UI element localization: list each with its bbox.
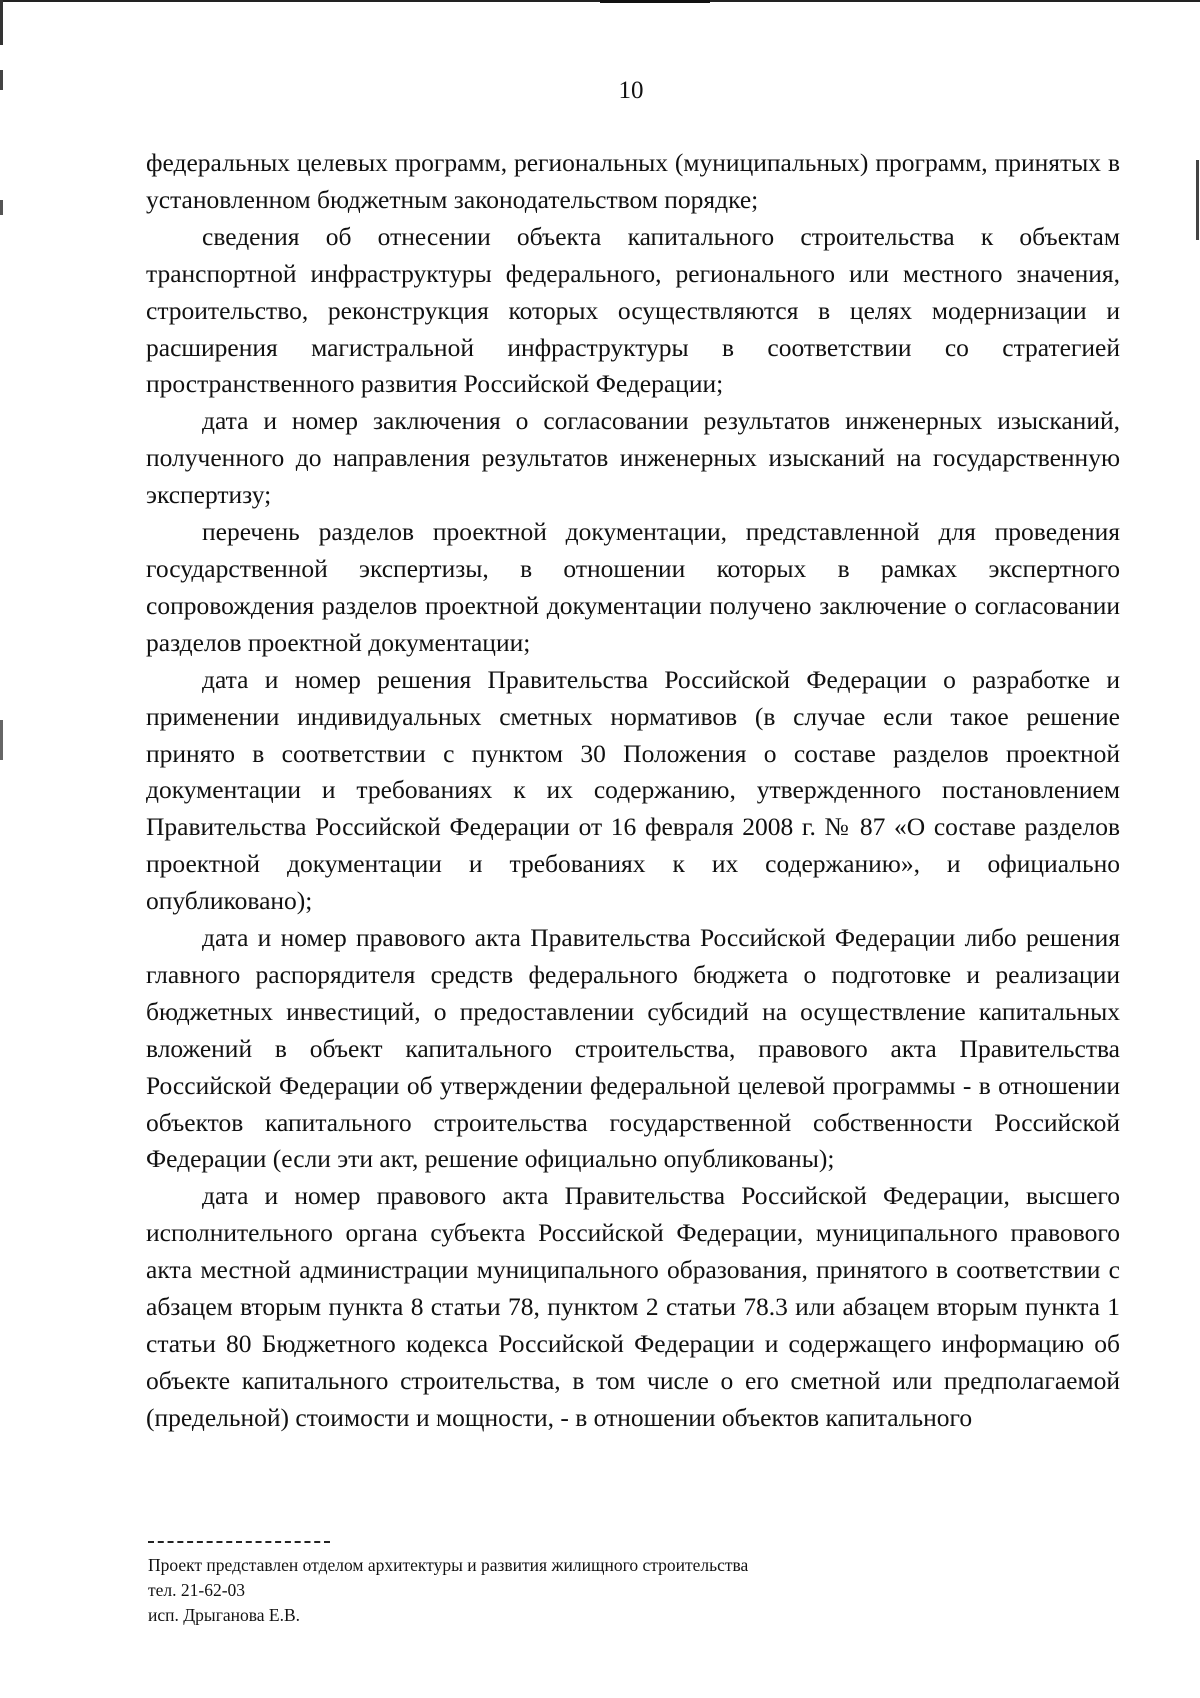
footnote-phone: тел. 21-62-03: [148, 1580, 246, 1600]
scan-edge-right: [1196, 160, 1199, 240]
scan-edge-notch: [600, 0, 710, 3]
footnote: [148, 1553, 1048, 1628]
paragraph-cost-norms: дата и номер решения Правительства Российской Федерации о разработке и применении индивидуальных сметных нормативов (в случае если такое решение принято в соответствии с пунктом 30 Положения о составе разделов проектной документации и требованиях к их содержанию, утвержденного постановлением Правительства Российской Федерации от 16 февраля 2008 г. № 87 «О составе разделов проектной документации и требованиях к их содержанию», и официально опубликовано);: [146, 664, 1120, 916]
paragraph-continuation: федеральных целевых программ, региональных (муниципальных) программ, принятых в установленном бюджетным законодательством порядке;: [146, 148, 1120, 214]
paragraph-federal-budget-act: дата и номер правового акта Правительства Российской Федерации либо решения главного распорядителя средств федерального бюджета о подготовке и реализации бюджетных инвестиций, о предоставлении субсидий на осуществление капитальных вложений в объект капитального строительства, правового акта Правительства Российской Федерации об утверждении федеральной целевой программы - в отношении объектов капитального строительства государственной собственности Российской Федерации (если эти акт, решение официально опубликованы);: [146, 923, 1120, 1174]
page-number: 10: [618, 77, 644, 104]
footnote-separator: [148, 1541, 330, 1543]
scan-edge-left: [0, 0, 3, 1698]
body-text: [146, 145, 1120, 1437]
footnote-department: Проект представлен отделом архитектуры и развития жилищного строительства: [148, 1555, 749, 1575]
paragraph-engineering-surveys: дата и номер заключения о согласовании результатов инженерных изысканий, полученного до направления результатов инженерных изысканий на государственную экспертизу;: [146, 406, 1120, 510]
paragraph-legal-act: дата и номер правового акта Правительства Российской Федерации, высшего исполнительного органа субъекта Российской Федерации, муниципального правового акта местной администрации муниципального образования, принятого в соответствии с абзацем вторым пункта 8 статьи 78, пунктом 2 статьи 78.3 или абзацем вторым пункта 1 статьи 80 Бюджетного кодекса Российской Федерации и содержащего информацию об объекте капитального строительства, в том числе о его сметной или предполагаемой (предельной) стоимости и мощности, - в отношении объектов капитального: [146, 1181, 1120, 1432]
paragraph-transport-infrastructure: сведения об отнесении объекта капитального строительства к объектам транспортной инфраструктуры федерального, регионального или местного значения, строительство, реконструкция которых осуществляются в целях модернизации и расширения магистральной инфраструктуры в соответствии со стратегией пространственного развития Российской Федерации;: [146, 221, 1120, 399]
paragraph-project-sections: перечень разделов проектной документации, представленной для проведения государственной экспертизы, в отношении которых в рамках экспертного сопровождения разделов проектной документации получено заключение о согласовании разделов проектной документации;: [146, 517, 1120, 657]
footnote-executor: исп. Дрыганова Е.В.: [148, 1605, 301, 1625]
